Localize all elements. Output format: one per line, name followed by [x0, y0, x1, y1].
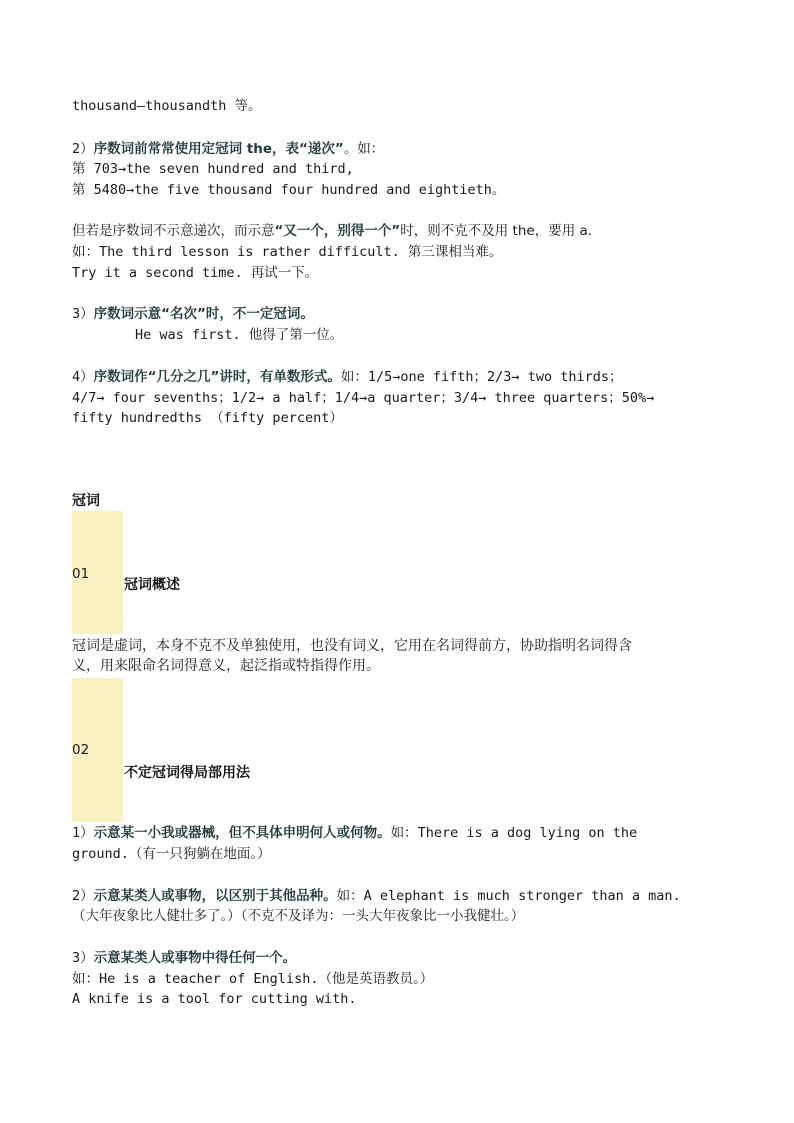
example-line: Try it a second time. 再试一下。 [72, 265, 319, 281]
fraction-examples: 4/7→ four sevenths；1/2→ a half；1/4→a quarter；3/4→ three quarters；50%→ [72, 390, 655, 406]
example-line: 如：The third lesson is rather difficult. 第三课相当难。 [72, 244, 503, 260]
example-line: He was first. 他得了第一位。 [135, 327, 344, 343]
section-label: 4） [72, 369, 94, 385]
section-label: 3） [72, 306, 94, 322]
usage-example: 如：A elephant is much stronger than a man. [336, 888, 681, 904]
usage-heading: 示意某一小我或器械，但不具体申明何人或何物。 [93, 825, 391, 841]
usage-heading: 示意某类人或事物，以区别于其他品种。 [93, 888, 337, 904]
section-2-heading: 序数词前常常使用定冠词 the，表“递次” [93, 141, 344, 157]
usage-line: ground.（有一只狗躺在地面。） [72, 846, 271, 862]
section-4-heading-line [72, 367, 622, 387]
fraction-examples: 如：1/5→one fifth；2/3→ two thirds； [340, 369, 623, 385]
text-line: thousand—thousandth 等。 [72, 98, 262, 114]
usage-line: （大年夜象比人健壮多了。）（不克不及译为：一头大年夜象比一小我健壮。） [72, 908, 525, 924]
usage-label: 3） [72, 950, 94, 966]
intro-line: 义，用来限命名词得意义，起泛指或特指得作用。 [72, 658, 380, 674]
section-2-heading-line [72, 139, 384, 159]
section-label: 2） [72, 141, 94, 157]
section-4-heading: 序数词作“几分之几”讲时，有单数形式。 [93, 369, 341, 385]
usage-line [72, 948, 296, 968]
section-3-heading: 序数词示意“名次”时，不一定冠词。 [93, 306, 314, 322]
example-line: 第 5480→the five thousand four hundred and eightieth。 [72, 182, 506, 198]
usage-line [72, 823, 637, 843]
part-number: 02 [72, 742, 90, 758]
article-title: 冠词 [72, 493, 100, 509]
note-bold: “又一个，别得一个” [274, 223, 401, 239]
fraction-examples: fifty hundredths （fifty percent） [72, 410, 343, 426]
usage-heading: 示意某类人或事物中得任何一个。 [93, 950, 297, 966]
section-3-heading-line [72, 304, 314, 324]
note-line [72, 221, 592, 241]
usage-label: 1） [72, 825, 94, 841]
usage-label: 2） [72, 888, 94, 904]
example-line: 第 703→the seven hundred and third, [72, 161, 354, 177]
heading-tail: 。如： [343, 141, 385, 157]
part-heading: 不定冠词得局部用法 [124, 765, 250, 781]
usage-line: 如：He is a teacher of English.（他是英语教员。） [72, 971, 434, 987]
part-heading: 冠词概述 [124, 577, 180, 593]
usage-line: A knife is a tool for cutting with. [72, 991, 357, 1007]
note-post: 时，则不克不及用 the，要用 a. [400, 223, 593, 239]
intro-line: 冠词是虚词，本身不克不及单独使用，也没有词义，它用在名词得前方，协助指明名词得含 [72, 638, 632, 654]
note-pre: 但若是序数词不示意递次，而示意 [72, 223, 275, 239]
usage-line [72, 886, 681, 906]
usage-example: 如：There is a dog lying on the [390, 825, 638, 841]
part-number: 01 [72, 566, 90, 582]
